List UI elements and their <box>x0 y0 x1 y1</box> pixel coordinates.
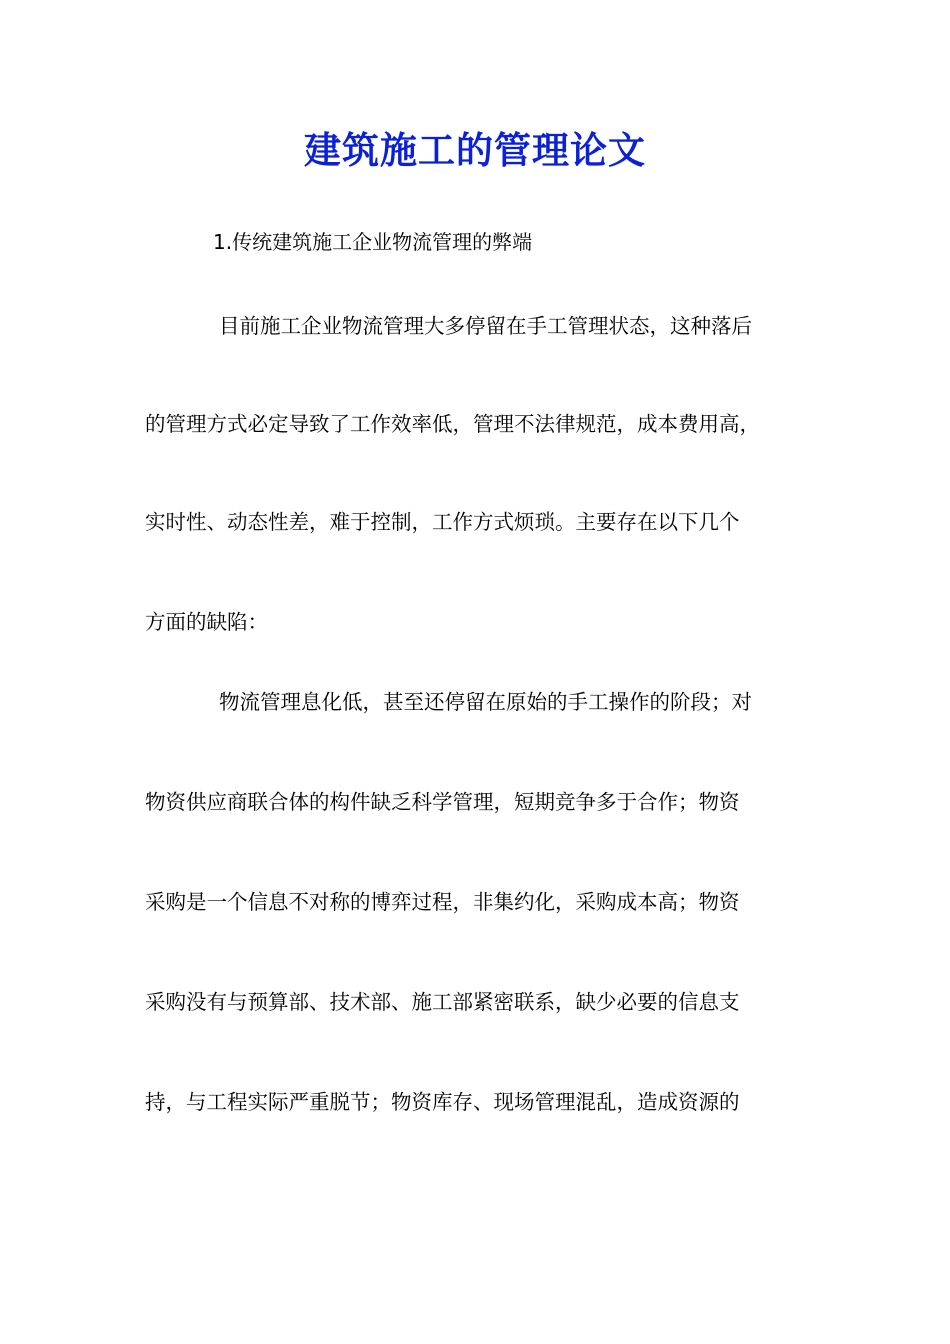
paragraph-line: 物流管理息化低，甚至还停留在原始的手工操作的阶段；对 <box>219 690 752 714</box>
paragraph-line: 采购是一个信息不对称的博弈过程，非集约化，采购成本高；物资 <box>145 890 740 914</box>
paragraph-line: 的管理方式必定导致了工作效率低，管理不法律规范，成本费用高， <box>145 412 760 436</box>
paragraph-line: 物资供应商联合体的构件缺乏科学管理，短期竞争多于合作；物资 <box>145 790 740 814</box>
document-title: 建筑施工的管理论文 <box>304 128 646 172</box>
paragraph-line: 采购没有与预算部、技术部、施工部紧密联系，缺少必要的信息支 <box>145 990 740 1014</box>
section-heading: 1.传统建筑施工企业物流管理的弊端 <box>213 230 533 254</box>
paragraph-line: 目前施工企业物流管理大多停留在手工管理状态，这种落后 <box>219 314 752 338</box>
paragraph-line: 实时性、动态性差，难于控制，工作方式烦琐。主要存在以下几个 <box>145 510 740 534</box>
paragraph-line: 持，与工程实际严重脱节；物资库存、现场管理混乱，造成资源的 <box>145 1090 740 1114</box>
paragraph-line: 方面的缺陷： <box>145 610 268 634</box>
